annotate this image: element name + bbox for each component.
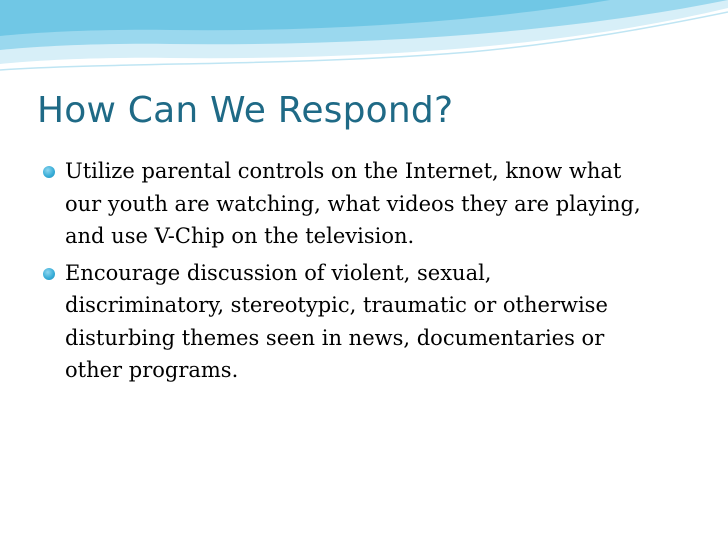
bullet-item	[41, 155, 701, 253]
bullet-text-line: disturbing themes seen in news, documentaries or	[65, 325, 605, 350]
bullet-text-line: Utilize parental controls on the Internet, know what	[65, 159, 622, 183]
bullet-text-line: our youth are watching, what videos they are playing,	[65, 191, 641, 216]
bullet-text-line: other programs.	[65, 358, 239, 382]
header-wave-decoration	[0, 0, 728, 80]
slide-title: How Can We Respond?	[37, 90, 454, 131]
bullet-item	[41, 257, 701, 387]
bullet-text-line: and use V-Chip on the television.	[65, 224, 415, 248]
bullet-text-line: Encourage discussion of violent, sexual,	[65, 260, 492, 285]
bullet-dot-icon	[43, 268, 55, 280]
bullet-list	[41, 155, 701, 391]
bullet-dot-icon	[43, 166, 55, 178]
bullet-text-line: discriminatory, stereotypic, traumatic or otherwise	[65, 293, 608, 317]
